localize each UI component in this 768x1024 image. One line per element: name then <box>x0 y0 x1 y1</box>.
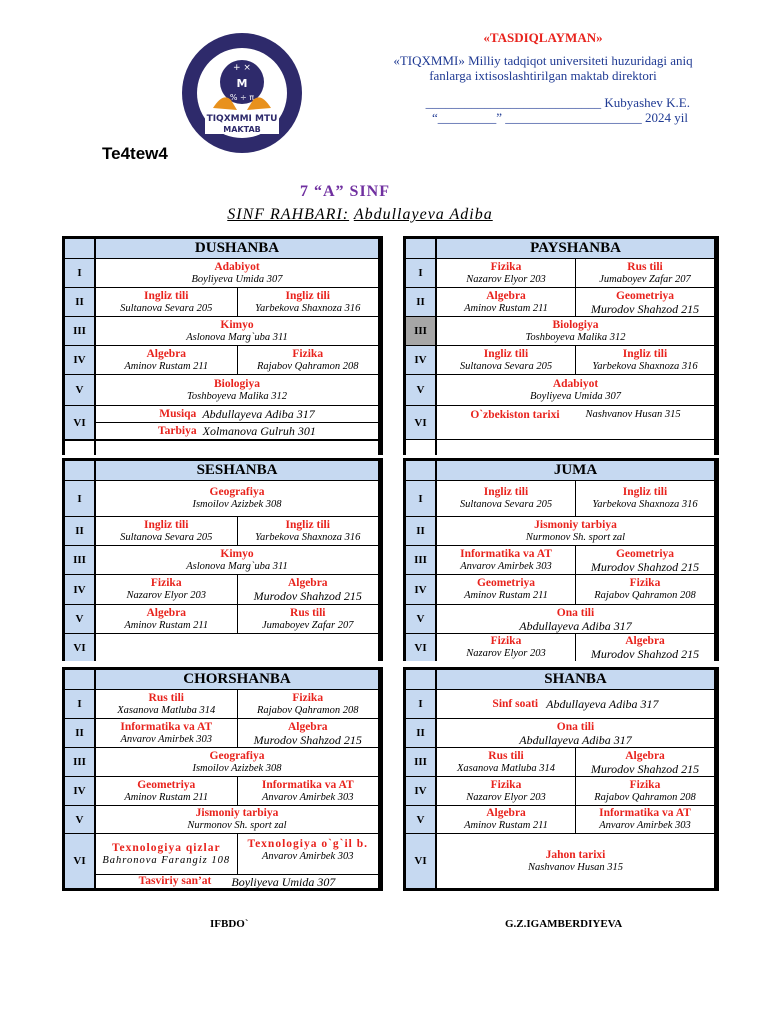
lesson-number: III <box>406 748 437 776</box>
lesson-number: I <box>65 481 96 516</box>
lesson-row <box>406 258 716 287</box>
subject: Algebra <box>287 720 328 733</box>
subject: Algebra <box>625 749 665 762</box>
empty-row <box>65 439 380 455</box>
lesson-number: VI <box>406 834 437 888</box>
teacher: Ismoilov Azizbek 308 <box>192 499 282 510</box>
teacher: Nurmonov Sh. sport zal <box>187 820 287 831</box>
teacher: Bahronova Farangiz 108 <box>102 854 231 866</box>
subject: Algebra <box>486 289 526 302</box>
lesson-number: I <box>65 690 96 718</box>
subject: Algebra <box>146 347 187 360</box>
lesson-row <box>65 545 380 574</box>
subject: Kimyo <box>220 547 254 560</box>
teacher: Aminov Rustam 211 <box>464 820 548 831</box>
teacher: Abdullayeva Adiba 317 <box>202 407 315 421</box>
teacher: Abdullayeva Adiba 317 <box>519 732 632 747</box>
lesson-number: VI <box>406 406 437 439</box>
approval-organization: «TIQXMMI» Milliy tadqiqot universiteti huzuridagi aniq fanlarga ixtisoslashtirilgan maktab direktori <box>393 53 693 83</box>
teacher: Sultanova Sevara 205 <box>120 531 213 543</box>
school-logo <box>175 30 309 156</box>
lesson-number: II <box>65 288 96 316</box>
lesson-number: III <box>406 546 437 574</box>
subject: Ingliz tili <box>483 486 529 498</box>
lesson-row <box>406 480 716 516</box>
lesson-row <box>65 374 380 405</box>
subject: Biologiya <box>213 377 260 390</box>
teacher: Murodov Shahzod 215 <box>590 301 700 316</box>
lesson-row <box>65 718 380 747</box>
teacher: Sultanova Sevara 205 <box>459 499 553 510</box>
teacher: Yarbekova Shaxnoza 316 <box>592 499 698 510</box>
lesson-number: VI <box>406 634 437 661</box>
subject: Texnologiya qizlar <box>111 841 221 854</box>
lesson-row <box>406 718 716 747</box>
subject: Geometriya <box>615 289 675 302</box>
teacher: Anvarov Amirbek 303 <box>261 791 354 803</box>
subject: O`zbekiston tarixi <box>470 409 560 421</box>
lesson-row <box>65 574 380 604</box>
lesson-row <box>406 516 716 545</box>
subject: Ingliz tili <box>144 518 189 531</box>
subject: Geometriya <box>476 577 536 589</box>
logo-band-2: MAKTAB <box>223 125 261 134</box>
subject: Texnologiya o`g`il b. <box>247 838 369 850</box>
teacher: Toshboyeva Malika 312 <box>187 390 287 402</box>
lesson-row <box>65 633 380 661</box>
approval-signature-line: ___________________________ Kubyashev K.E. <box>425 95 690 110</box>
teacher: Xolmanova Gulruh 301 <box>202 424 316 438</box>
lesson-number: VI <box>65 406 96 439</box>
subject: Kimyo <box>220 318 254 331</box>
subject: Fizika <box>150 577 182 589</box>
teacher: Rajabov Qahramon 208 <box>594 791 696 803</box>
subject: Geografiya <box>209 749 265 762</box>
teacher: Anvarov Amirbek 303 <box>460 560 552 572</box>
lesson-row <box>65 287 380 316</box>
subject: Informatika va AT <box>599 807 691 819</box>
lesson-number: III <box>65 546 96 574</box>
teacher: Anvarov Amirbek 303 <box>599 820 691 831</box>
subject: Tarbiya <box>158 424 197 437</box>
teacher: Murodov Shahzod 215 <box>253 732 362 747</box>
lesson-number: II <box>406 288 437 316</box>
subject: Fizika <box>629 778 661 791</box>
subject: Jismoniy tarbiya <box>195 807 279 819</box>
lesson-number: II <box>65 517 96 545</box>
teacher: Sultanova Sevara 205 <box>459 360 553 372</box>
class-title: 7 “A” SINF <box>299 183 390 200</box>
teacher: Nashvanov Husan 315 <box>527 861 624 873</box>
lesson-number: III <box>65 317 96 345</box>
day-name: PAYSHANBA <box>437 239 716 258</box>
document-code: Te4tew4 <box>102 144 168 163</box>
lesson-row <box>65 405 380 439</box>
lesson-number: II <box>406 719 437 747</box>
subject: Informatika va AT <box>261 778 354 791</box>
lesson-row <box>406 776 716 805</box>
teacher: Yarbekova Shaxnoza 316 <box>255 302 361 314</box>
teacher: Abdullayeva Adiba 317 <box>546 697 659 711</box>
subject: Informatika va AT <box>460 547 552 560</box>
teacher: Aminov Rustam 211 <box>124 791 209 803</box>
teacher: Boyliyeva Umida 307 <box>191 273 283 285</box>
teacher: Aminov Rustam 211 <box>124 619 209 631</box>
subject: Informatika va AT <box>120 720 213 733</box>
lesson-row <box>406 374 716 405</box>
approval-block <box>388 30 698 125</box>
teacher: Aslonova Marg`uba 311 <box>186 331 288 343</box>
day-name: SESHANBA <box>96 461 380 480</box>
subject: Rus tili <box>627 260 663 273</box>
teacher: Rajabov Qahramon 208 <box>257 360 359 372</box>
teacher: Nurmonov Sh. sport zal <box>525 531 626 543</box>
lesson-number: IV <box>65 777 96 805</box>
teacher: Murodov Shahzod 215 <box>590 761 700 776</box>
teacher: Toshboyeva Malika 312 <box>525 331 626 343</box>
lesson-row <box>406 833 716 888</box>
lesson-number: I <box>406 259 437 287</box>
subject: Adabiyot <box>552 377 599 390</box>
subject: Jismoniy tarbiya <box>534 518 617 531</box>
day-monday <box>62 236 383 455</box>
lesson-number: I <box>406 690 437 718</box>
lesson-row <box>65 689 380 718</box>
empty-row <box>406 439 716 455</box>
teacher: Sultanova Sevara 205 <box>120 302 213 314</box>
left-signature: IFBDO` <box>210 918 249 930</box>
subject: Algebra <box>287 577 328 589</box>
teacher: Boyliyeva Umida 307 <box>530 390 621 402</box>
lesson-row <box>65 833 380 888</box>
day-name: JUMA <box>437 461 716 480</box>
lesson-row <box>406 545 716 574</box>
subject: Musiqa <box>159 407 197 420</box>
lesson-row <box>65 747 380 776</box>
subject: Rus tili <box>148 691 184 704</box>
svg-text:% ÷ π: % ÷ π <box>229 93 255 102</box>
teacher: Yarbekova Shaxnoza 316 <box>592 360 698 372</box>
teacher: Jumaboyev Zafar 207 <box>261 619 354 631</box>
subject: Ona tili <box>556 606 595 619</box>
lesson-row <box>406 689 716 718</box>
teacher: Rajabov Qahramon 208 <box>594 590 696 601</box>
lesson-number: IV <box>406 575 437 604</box>
lesson-row <box>65 258 380 287</box>
svg-text:+ ×: + × <box>233 63 251 73</box>
subject: Geografiya <box>209 486 265 498</box>
teacher: Ismoilov Azizbek 308 <box>192 762 282 774</box>
day-saturday <box>403 667 719 891</box>
lesson-row <box>65 345 380 374</box>
lesson-row <box>406 574 716 604</box>
lesson-number: I <box>65 259 96 287</box>
lesson-number: V <box>406 806 437 833</box>
homeroom-name: Abdullayeva Adiba <box>353 206 493 223</box>
teacher: Yarbekova Shaxnoza 316 <box>255 531 361 543</box>
teacher: Nazarov Elyor 203 <box>466 273 546 285</box>
svg-text:M: M <box>236 77 248 90</box>
teacher: Nashvanov Husan 315 <box>585 409 681 420</box>
day-friday <box>403 458 719 661</box>
lesson-number: VI <box>65 634 96 661</box>
teacher: Nazarov Elyor 203 <box>466 791 546 803</box>
lesson-number: V <box>406 375 437 405</box>
lesson-number: IV <box>406 777 437 805</box>
subject: Tasviriy san’at <box>138 875 212 887</box>
day-name: CHORSHANBA <box>96 670 380 689</box>
teacher: Nazarov Elyor 203 <box>466 648 546 659</box>
subject: Fizika <box>292 347 324 360</box>
lesson-row <box>406 405 716 439</box>
subject: Fizika <box>490 635 522 647</box>
lesson-number: II <box>65 719 96 747</box>
subject: Rus tili <box>488 749 524 762</box>
subject: Jahon tarixi <box>545 848 606 861</box>
subject: Geometriya <box>137 778 196 791</box>
lesson-number: V <box>65 806 96 833</box>
lesson-number: IV <box>65 346 96 374</box>
approval-date-line: “_________” _____________________ 2024 yil <box>431 110 688 125</box>
day-wednesday <box>62 667 383 891</box>
subject: Ingliz tili <box>144 289 189 302</box>
lesson-row <box>65 516 380 545</box>
subject: Fizika <box>292 691 324 704</box>
teacher: Aminov Rustam 211 <box>464 590 548 601</box>
lesson-row <box>65 480 380 516</box>
lesson-number: VI <box>65 834 96 888</box>
subject: Sinf soati <box>492 697 539 710</box>
teacher: Murodov Shahzod 215 <box>590 647 700 661</box>
day-thursday <box>403 236 719 455</box>
teacher: Murodov Shahzod 215 <box>253 589 362 603</box>
subject: Rus tili <box>290 606 326 619</box>
subject: Adabiyot <box>214 260 260 273</box>
logo-band-1: TIQXMMI MTU <box>206 114 278 124</box>
subject: Fizika <box>490 778 522 791</box>
subject: Ingliz tili <box>285 289 330 302</box>
day-tuesday <box>62 458 383 661</box>
day-name: SHANBA <box>437 670 716 689</box>
lesson-row <box>65 776 380 805</box>
lesson-number: V <box>65 375 96 405</box>
day-name: DUSHANBA <box>96 239 380 258</box>
subject: Geometriya <box>615 547 675 560</box>
lesson-number: IV <box>65 575 96 604</box>
teacher: Aminov Rustam 211 <box>124 360 209 372</box>
subject: Ingliz tili <box>483 347 529 360</box>
lesson-row <box>406 633 716 661</box>
lesson-row <box>406 604 716 633</box>
homeroom-label: SINF RAHBARI: <box>227 206 350 223</box>
subject: Fizika <box>490 260 522 273</box>
subject: Fizika <box>629 577 661 589</box>
teacher: Xasanova Matluba 314 <box>457 762 555 774</box>
teacher: Abdullayeva Adiba 317 <box>519 618 632 633</box>
lesson-row <box>406 805 716 833</box>
lesson-number: V <box>65 605 96 633</box>
lesson-row <box>406 747 716 776</box>
lesson-row <box>65 316 380 345</box>
subject: Ingliz tili <box>622 347 668 360</box>
lesson-number: III <box>65 748 96 776</box>
subject: Biologiya <box>552 318 599 331</box>
lesson-row <box>406 345 716 374</box>
lesson-number: III <box>406 317 437 345</box>
teacher: Jumaboyev Zafar 207 <box>599 273 691 285</box>
homeroom-teacher <box>0 206 720 224</box>
teacher: Aminov Rustam 211 <box>464 302 548 314</box>
lesson-row <box>65 805 380 833</box>
teacher: Aslonova Marg`uba 311 <box>186 560 288 572</box>
teacher: Boyliyeva Umida 307 <box>231 874 336 889</box>
approval-title: «TASDIQLAYMAN» <box>483 30 603 45</box>
lesson-number: IV <box>406 346 437 374</box>
subject: Algebra <box>625 635 665 647</box>
teacher: Anvarov Amirbek 303 <box>261 851 354 862</box>
lesson-number: I <box>406 481 437 516</box>
subject: Algebra <box>146 606 187 619</box>
subject: Ingliz tili <box>285 518 330 531</box>
teacher: Rajabov Qahramon 208 <box>257 704 359 716</box>
lesson-row <box>406 316 716 345</box>
teacher: Xasanova Matluba 314 <box>117 704 216 716</box>
subject: Ingliz tili <box>622 486 668 498</box>
lesson-number: V <box>406 605 437 633</box>
lesson-row <box>406 287 716 316</box>
lesson-row <box>65 604 380 633</box>
teacher: Anvarov Amirbek 303 <box>120 733 213 745</box>
lesson-number: II <box>406 517 437 545</box>
right-signature: G.Z.IGAMBERDIYEVA <box>505 918 623 930</box>
teacher: Murodov Shahzod 215 <box>590 559 700 574</box>
subject: Ona tili <box>556 720 595 733</box>
subject: Algebra <box>486 807 526 819</box>
teacher: Nazarov Elyor 203 <box>126 590 207 601</box>
